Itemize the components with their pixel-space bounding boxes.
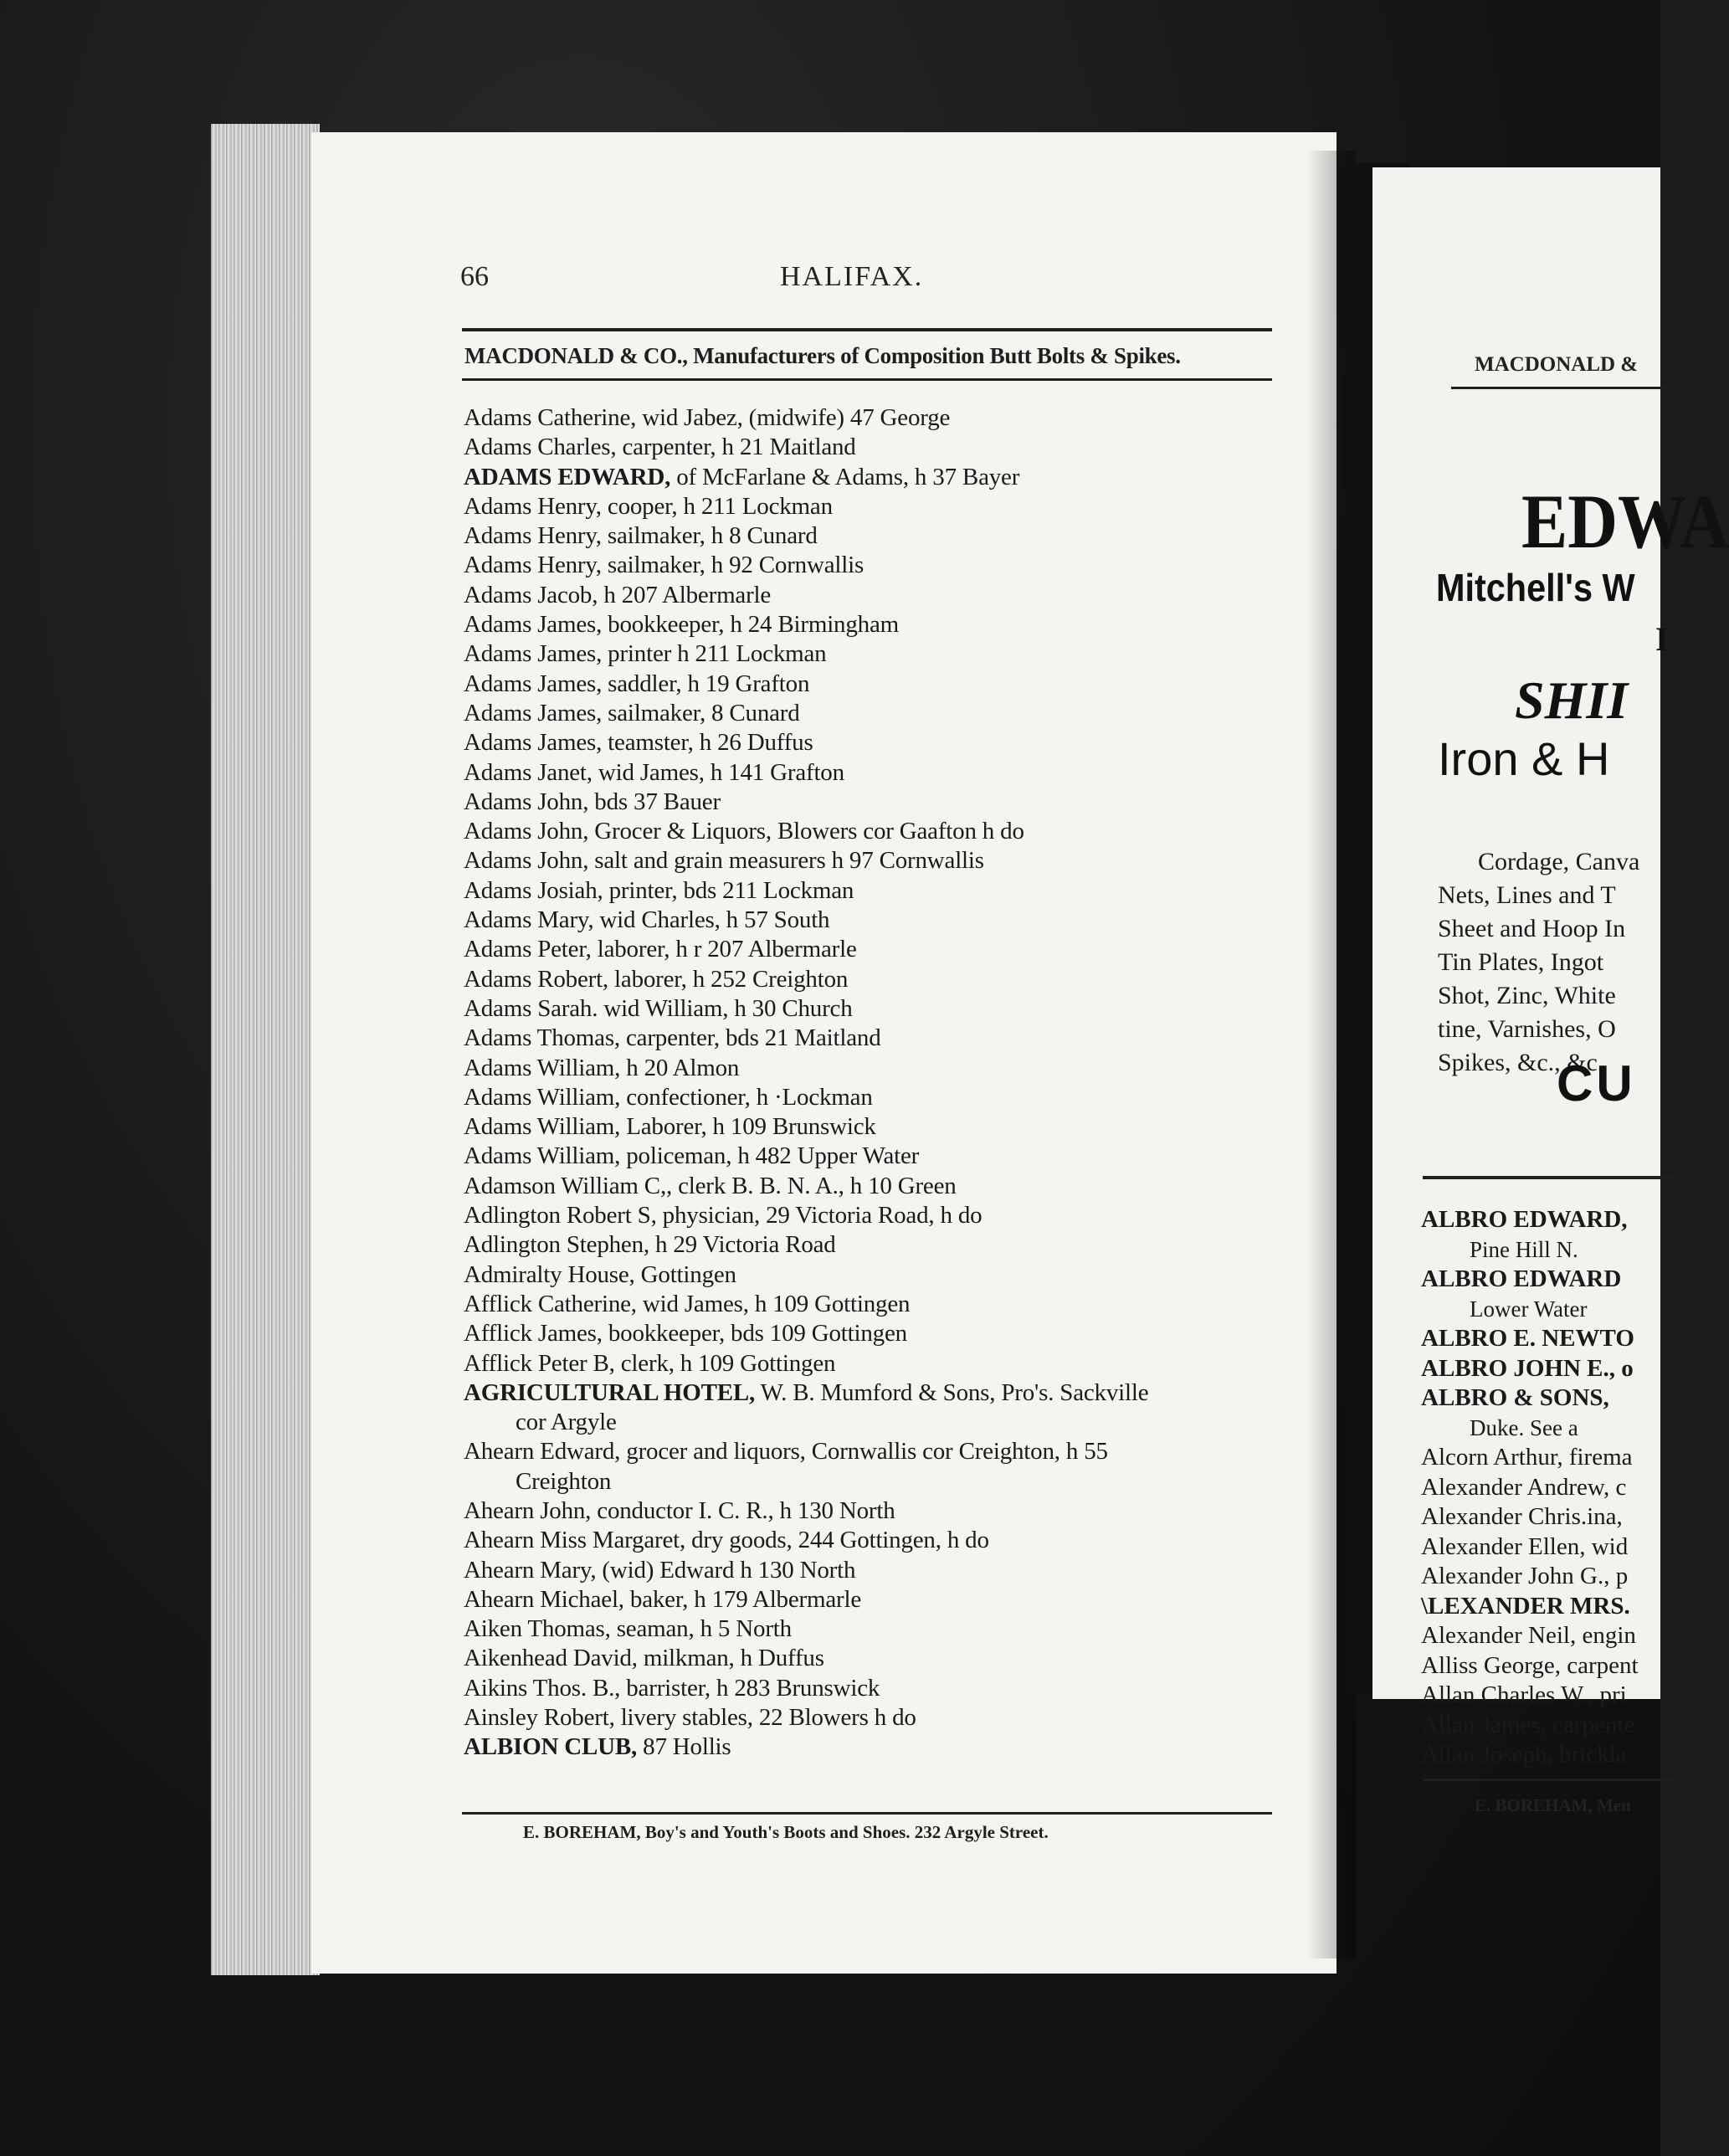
directory-entry [464, 994, 1301, 1024]
entry-text: Adams James, teamster, h 26 Duffus [464, 729, 813, 757]
directory-entry [464, 1260, 1301, 1290]
entry-text: Adlington Robert S, physician, 29 Victoria Road, h do [464, 1202, 983, 1229]
right-directory-entry: Alexander John G., p [1421, 1563, 1629, 1589]
entry-text: Adams Jacob, h 207 Albermarle [464, 581, 772, 608]
right-directory-entry: Alcorn Arthur, firema [1421, 1444, 1633, 1471]
entry-text: Adams Henry, sailmaker, h 8 Cunard [464, 522, 818, 550]
directory-entry [464, 433, 1301, 462]
entry-text: Ahearn Edward, grocer and liquors, Cornwallis cor Creighton, h 55 [464, 1438, 1108, 1466]
directory-entry [464, 906, 1301, 935]
right-directory-entry: Duke. See a [1470, 1414, 1578, 1440]
right-footer-banner: E. BOREHAM, Men [1475, 1795, 1631, 1815]
directory-entry [464, 1201, 1301, 1230]
right-directory-entry: ALBRO & SONS, [1421, 1384, 1609, 1411]
advert-big-heading: EDWA [1521, 479, 1729, 564]
directory-entry [464, 1674, 1301, 1703]
banner-rule [462, 378, 1272, 381]
entry-text: Ainsley Robert, livery stables, 22 Blowers h do [464, 1704, 916, 1732]
entry-bold-name: ADAMS EDWARD, [464, 463, 671, 490]
entry-text: Adams William, policeman, h 482 Upper Water [464, 1142, 920, 1170]
goods-line: Cordage, Canva [1478, 848, 1640, 875]
entry-text: Ahearn Miss Margaret, dry goods, 244 Gottingen, h do [464, 1527, 989, 1554]
advert-iron-heading: Iron & H [1438, 732, 1610, 785]
goods-line: Tin Plates, Ingot [1438, 948, 1604, 976]
right-directory-entry: Alexander Andrew, c [1421, 1473, 1627, 1501]
entry-text: Adams Charles, carpenter, h 21 Maitland [464, 434, 856, 461]
entry-text: Adams William, Laborer, h 109 Brunswick [464, 1113, 876, 1141]
goods-line: tine, Varnishes, O [1438, 1015, 1616, 1043]
directory-entry [464, 1112, 1301, 1142]
directory-entry [464, 610, 1301, 639]
entry-text: Adams Mary, wid Charles, h 57 South [464, 906, 830, 934]
directory-entry [464, 1644, 1301, 1673]
right-page [1372, 167, 1729, 1815]
directory-entry [464, 1496, 1301, 1526]
right-section-rule [1423, 1176, 1674, 1179]
directory-entry [464, 699, 1301, 728]
directory-entry [464, 1378, 1301, 1408]
entry-text: Aiken Thomas, seaman, h 5 North [464, 1615, 792, 1643]
entry-text: Adams Peter, laborer, h r 207 Albermarle [464, 936, 857, 963]
directory-entry [464, 1290, 1301, 1319]
goods-line: Sheet and Hoop In [1438, 915, 1626, 942]
directory-entry [464, 403, 1301, 433]
directory-entry [464, 1556, 1301, 1585]
entry-text: Adams Thomas, carpenter, bds 21 Maitland [464, 1024, 881, 1052]
directory-entry [464, 1319, 1301, 1348]
right-top-banner: MACDONALD & [1475, 353, 1639, 376]
directory-entry [464, 788, 1301, 817]
directory-entry [464, 1172, 1301, 1201]
right-directory-entry: Allan James, carpente [1421, 1711, 1635, 1738]
directory-entry [464, 492, 1301, 521]
entry-text: Afflick Catherine, wid James, h 109 Gottingen [464, 1290, 911, 1317]
entry-text: Adams William, h 20 Almon [464, 1054, 740, 1081]
entry-text: Adams James, sailmaker, 8 Cunard [464, 699, 800, 726]
entry-text: Adams John, bds 37 Bauer [464, 788, 721, 815]
directory-entry [464, 551, 1301, 580]
entry-text: Adams John, salt and grain measurers h 97 Cornwallis [464, 847, 984, 875]
entry-text: Ahearn John, conductor I. C. R., h 130 North [464, 1496, 895, 1524]
entry-text: Adams Josiah, printer, bds 211 Lockman [464, 876, 854, 904]
entry-text: Adams William, confectioner, h ·Lockman [464, 1083, 873, 1111]
advert-ship-heading: SHII [1515, 670, 1629, 730]
right-directory-entry: \LEXANDER MRS. [1421, 1592, 1630, 1620]
goods-line: Nets, Lines and T [1438, 881, 1616, 909]
entry-text: Adams James, bookkeeper, h 24 Birmingham [464, 611, 899, 639]
directory-entry [464, 1437, 1301, 1466]
right-directory-entry: Alliss George, carpent [1421, 1651, 1639, 1679]
entry-text: Adams John, Grocer & Liquors, Blowers cor Gaafton h do [464, 818, 1024, 845]
entry-text: Aikenhead David, milkman, h Duffus [464, 1645, 824, 1672]
right-directory-entries [1421, 1205, 1639, 1770]
directory-entry [464, 1142, 1301, 1171]
right-directory-entry: Allan Joseph, brickla [1421, 1741, 1627, 1768]
right-directory-entry: Alexander Ellen, wid [1421, 1532, 1629, 1560]
entry-text: Adams James, printer h 211 Lockman [464, 640, 827, 668]
entry-text: Adamson William C,, clerk B. B. N. A., h 10 Green [464, 1172, 957, 1199]
entry-text: Afflick James, bookkeeper, bds 109 Gottingen [464, 1320, 907, 1348]
top-advert-banner: MACDONALD & CO., Manufacturers of Composition Butt Bolts & Spikes. [464, 343, 1181, 368]
directory-entry [464, 728, 1301, 757]
directory-entry [464, 463, 1301, 492]
directory-entry [464, 1585, 1301, 1614]
directory-entry [464, 1230, 1301, 1260]
page-stack-edge [211, 124, 320, 1975]
entry-text: Aikins Thos. B., barrister, h 283 Brunswick [464, 1674, 880, 1702]
directory-entry [464, 639, 1301, 669]
right-directory-entry: Pine Hill N. [1470, 1236, 1578, 1262]
directory-entry [464, 1054, 1301, 1083]
directory-entry [464, 935, 1301, 964]
directory-entry [464, 1408, 1301, 1437]
goods-line: Shot, Zinc, White [1438, 982, 1616, 1009]
entry-text: cor Argyle [516, 1409, 617, 1436]
directory-entry [464, 846, 1301, 875]
entry-bold-name: AGRICULTURAL HOTEL, [464, 1378, 756, 1406]
directory-entry [464, 1703, 1301, 1732]
right-directory-entry: Allan Charles W., pri [1421, 1681, 1627, 1708]
right-bottom-rule [1423, 1779, 1674, 1781]
entry-text: 87 Hollis [637, 1733, 731, 1761]
directory-entry [464, 1526, 1301, 1555]
directory-entry [464, 1083, 1301, 1112]
directory-entry [464, 1614, 1301, 1644]
directory-entry [464, 670, 1301, 699]
directory-entry [464, 521, 1301, 551]
entry-text: Adams Henry, sailmaker, h 92 Cornwallis [464, 552, 864, 579]
entry-text: Adams Sarah. wid William, h 30 Church [464, 994, 853, 1022]
entry-text: Adams Henry, cooper, h 211 Lockman [464, 492, 833, 520]
entry-text: Adams Robert, laborer, h 252 Creighton [464, 965, 849, 993]
directory-entry [464, 758, 1301, 788]
directory-entry [464, 1732, 1301, 1762]
directory-entry [464, 1467, 1301, 1496]
bottom-rule [462, 1812, 1272, 1815]
entry-text: Adlington Stephen, h 29 Victoria Road [464, 1231, 836, 1259]
page-title: HALIFAX. [780, 261, 924, 292]
right-directory-entry: ALBRO E. NEWTO [1421, 1325, 1634, 1352]
entry-text: Creighton [516, 1467, 612, 1495]
directory-entry [464, 817, 1301, 846]
directory-entries [464, 403, 1301, 1763]
right-directory-entry: Alexander Chris.ina, [1421, 1503, 1623, 1530]
right-banner-rule [1451, 387, 1669, 389]
directory-entry [464, 1349, 1301, 1378]
directory-entry [464, 1024, 1301, 1053]
right-directory-entry: Alexander Neil, engin [1421, 1622, 1636, 1649]
entry-text: W. B. Mumford & Sons, Pro's. Sackville [755, 1378, 1149, 1406]
advert-sub-heading-2: I [1655, 620, 1669, 658]
entry-text: Afflick Peter B, clerk, h 109 Gottingen [464, 1349, 836, 1377]
entry-bold-name: ALBION CLUB, [464, 1733, 638, 1761]
page-number: 66 [460, 261, 489, 292]
entry-text: Adams Catherine, wid Jabez, (midwife) 47 George [464, 404, 951, 431]
entry-text: Ahearn Michael, baker, h 179 Albermarle [464, 1585, 861, 1613]
bottom-advert-banner: E. BOREHAM, Boy's and Youth's Boots and Shoes. 232 Argyle Street. [523, 1822, 1049, 1842]
entry-text: Adams James, saddler, h 19 Grafton [464, 670, 810, 697]
right-directory-entry: ALBRO JOHN E., o [1421, 1354, 1634, 1382]
top-rule [462, 328, 1272, 331]
advert-sub-heading: Mitchell's W [1436, 566, 1635, 609]
directory-entry [464, 965, 1301, 994]
advert-goods-list [1438, 845, 1639, 1080]
entry-text: of McFarlane & Adams, h 37 Bayer [670, 463, 1020, 490]
right-directory-entry: ALBRO EDWARD [1421, 1265, 1622, 1292]
directory-entry [464, 581, 1301, 610]
directory-entry [464, 876, 1301, 906]
entry-text: Ahearn Mary, (wid) Edward h 130 North [464, 1556, 856, 1584]
advert-cu-heading: CU [1557, 1055, 1636, 1111]
right-directory-entry: ALBRO EDWARD, [1421, 1206, 1628, 1233]
entry-text: Admiralty House, Gottingen [464, 1260, 736, 1288]
running-head [460, 261, 1280, 301]
right-directory-entry: Lower Water [1470, 1296, 1588, 1322]
goods-line: Spikes, &c., &c. [1438, 1049, 1604, 1076]
entry-text: Adams Janet, wid James, h 141 Grafton [464, 758, 844, 786]
